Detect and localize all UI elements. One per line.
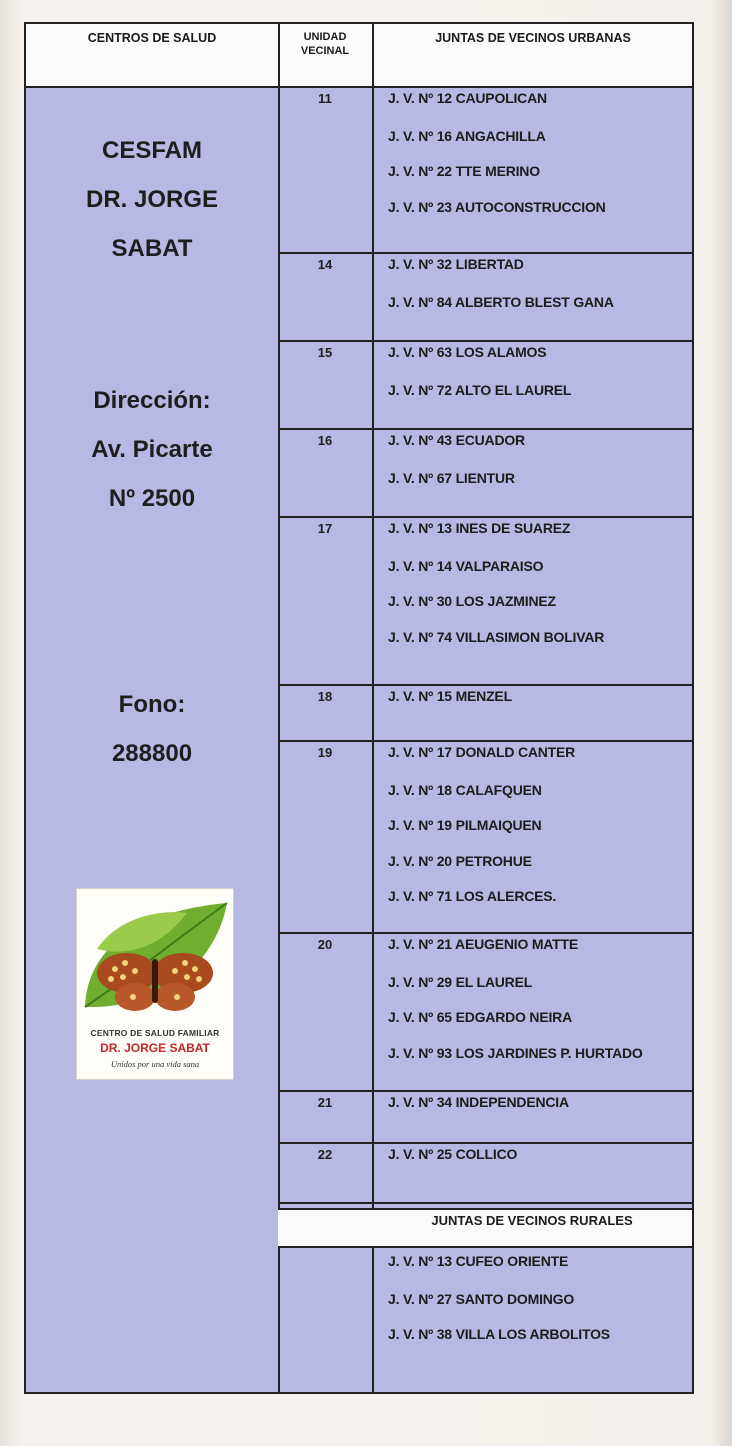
junta-item: J. V. Nº 14 VALPARAISO: [388, 557, 544, 574]
uv-group: [278, 342, 692, 430]
junta-list: [374, 91, 692, 233]
uv-group: [278, 742, 692, 934]
logo-caption-2: DR. JORGE SABAT: [100, 1041, 210, 1055]
junta-list: [374, 937, 692, 1079]
health-center-table: [24, 22, 694, 1394]
junta-item: J. V. Nº 30 LOS JAZMINEZ: [388, 593, 556, 609]
junta-item: J. V. Nº 71 LOS ALERCES.: [388, 888, 557, 904]
junta-item: J. V. Nº 22 TTE MERINO: [388, 163, 540, 179]
uv-group: [278, 934, 692, 1092]
address-line1: Av. Picarte: [91, 436, 213, 463]
junta-item: J. V. Nº 43 ECUADOR: [388, 432, 525, 448]
junta-item: J. V. Nº 12 CAUPOLICAN: [388, 90, 547, 106]
junta-item: J. V. Nº 65 EDGARDO NEIRA: [388, 1009, 572, 1025]
center-name-line3: SABAT: [111, 235, 193, 262]
header-unidad-line1: UNIDAD: [303, 31, 347, 43]
center-address: [26, 376, 278, 523]
uv-number: 16: [317, 433, 333, 448]
junta-item: J. V. Nº 25 COLLICO: [388, 1146, 518, 1162]
header-juntas-urbanas: JUNTAS DE VECINOS URBANAS: [435, 31, 631, 45]
uv-number: 17: [317, 521, 333, 536]
uv-group: [278, 1144, 692, 1204]
junta-item: J. V. Nº 63 LOS ALAMOS: [388, 344, 547, 360]
junta-item: J. V. Nº 84 ALBERTO BLEST GANA: [388, 293, 614, 310]
rural-junta-item: J. V. Nº 13 CUFEO ORIENTE: [388, 1253, 569, 1269]
uv-number: 11: [318, 91, 332, 106]
uv-number: 21: [317, 1095, 333, 1110]
uv-number: 19: [317, 745, 333, 760]
uv-group: [278, 518, 692, 686]
center-phone: [26, 680, 278, 778]
junta-list: [374, 521, 692, 663]
junta-item: J. V. Nº 23 AUTOCONSTRUCCION: [388, 198, 606, 215]
rural-junta-item: J. V. Nº 38 VILLA LOS ARBOLITOS: [388, 1326, 610, 1342]
uv-group: [278, 254, 692, 342]
rural-header: JUNTAS DE VECINOS RURALES: [431, 1213, 633, 1228]
junta-list: [374, 1095, 692, 1131]
junta-item: J. V. Nº 17 DONALD CANTER: [388, 744, 576, 760]
table-header: [26, 24, 692, 88]
address-line2: Nº 2500: [108, 485, 196, 512]
junta-list: [374, 433, 692, 504]
junta-item: J. V. Nº 29 EL LAUREL: [388, 973, 533, 990]
uv-group: [278, 430, 692, 518]
center-name: [26, 126, 278, 273]
header-centros: CENTROS DE SALUD: [87, 31, 217, 45]
junta-list: [374, 745, 692, 923]
uv-number: 18: [317, 689, 333, 704]
junta-item: J. V. Nº 67 LIENTUR: [388, 469, 515, 486]
uv-number: 15: [317, 345, 333, 360]
center-name-line1: CESFAM: [101, 137, 202, 164]
junta-list: [374, 689, 692, 725]
rural-header-row: [278, 1210, 692, 1248]
junta-item: J. V. Nº 21 AEUGENIO MATTE: [388, 936, 578, 952]
logo-slogan: Unidos por una vida sana: [110, 1059, 200, 1069]
uv-number: 20: [317, 937, 333, 952]
junta-item: J. V. Nº 93 LOS JARDINES P. HURTADO: [388, 1044, 643, 1061]
center-name-line2: DR. JORGE: [85, 186, 219, 213]
header-unidad: [278, 30, 372, 58]
junta-list: [374, 345, 692, 416]
address-label: Dirección:: [93, 387, 211, 414]
uv-number: 14: [317, 257, 333, 272]
uv-number: 22: [317, 1147, 333, 1162]
center-info: [26, 88, 278, 1394]
header-unidad-line2: VECINAL: [300, 45, 350, 57]
phone-number: 288800: [111, 740, 193, 767]
junta-list: [374, 1147, 692, 1183]
logo-caption-1: CENTRO DE SALUD FAMILIAR: [90, 1028, 220, 1038]
uv-group: [278, 88, 692, 254]
uv-group: [278, 686, 692, 742]
junta-item: J. V. Nº 20 PETROHUE: [388, 852, 532, 869]
junta-item: J. V. Nº 74 VILLASIMON BOLIVAR: [388, 628, 605, 645]
junta-item: J. V. Nº 19 PILMAIQUEN: [388, 817, 542, 833]
uv-group: [278, 1092, 692, 1144]
junta-item: J. V. Nº 72 ALTO EL LAUREL: [388, 381, 572, 398]
junta-item: J. V. Nº 18 CALAFQUEN: [388, 781, 542, 798]
rural-junta-item: J. V. Nº 27 SANTO DOMINGO: [388, 1290, 575, 1307]
junta-item: J. V. Nº 34 INDEPENDENCIA: [388, 1094, 569, 1110]
junta-item: J. V. Nº 13 INES DE SUAREZ: [388, 520, 571, 536]
junta-list: [374, 257, 692, 328]
junta-item: J. V. Nº 15 MENZEL: [388, 688, 512, 704]
rural-divider-top: [278, 1208, 692, 1210]
junta-item: J. V. Nº 32 LIBERTAD: [388, 256, 524, 272]
junta-item: J. V. Nº 16 ANGACHILLA: [388, 127, 546, 144]
rural-group: [278, 1248, 692, 1394]
butterfly-leaf-icon: [77, 889, 233, 1025]
phone-label: Fono:: [118, 691, 186, 718]
rural-list: [374, 1254, 692, 1361]
cesfam-logo: [76, 888, 234, 1080]
